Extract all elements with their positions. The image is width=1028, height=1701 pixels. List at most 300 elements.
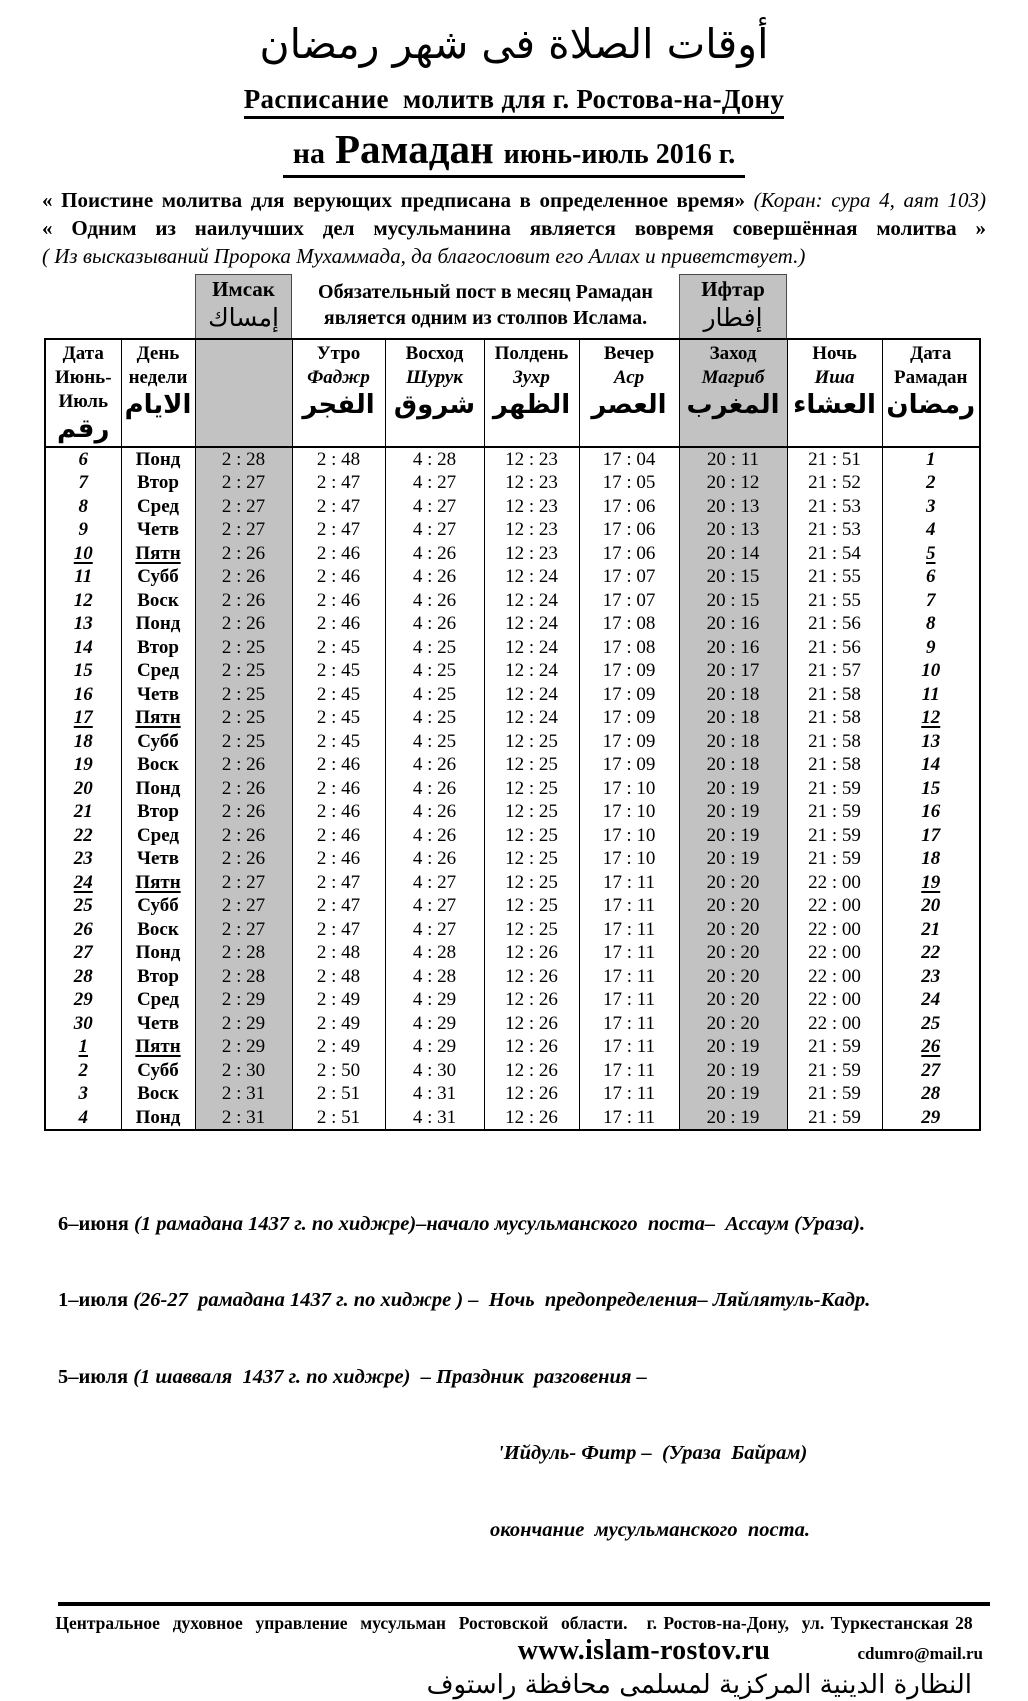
cell-zuhr: 12 : 25 xyxy=(484,730,579,754)
cell-fajr: 2 : 50 xyxy=(292,1059,385,1083)
cell-fajr: 2 : 45 xyxy=(292,659,385,683)
cell-zuhr: 12 : 23 xyxy=(484,542,579,566)
cell-isha: 21 : 52 xyxy=(787,471,882,495)
table-row xyxy=(45,1012,980,1036)
imsak-label: Имсак xyxy=(212,277,275,301)
column-header-label: День xyxy=(136,343,180,364)
table-row xyxy=(45,777,980,801)
cell-asr: 17 : 09 xyxy=(579,706,679,730)
cell-maghrib: 20 : 16 xyxy=(679,636,787,660)
cell-asr: 17 : 11 xyxy=(579,1059,679,1083)
cell-date: 14 xyxy=(45,636,121,660)
quote-hadith-attribution: ( Из высказываний Пророка Мухаммада, да благословит его Аллах и приветствует.) xyxy=(42,244,806,268)
cell-shuruk: 4 : 26 xyxy=(385,612,484,636)
cell-fajr: 2 : 46 xyxy=(292,565,385,589)
cell-asr: 17 : 11 xyxy=(579,1012,679,1036)
cell-fajr: 2 : 45 xyxy=(292,636,385,660)
cell-zuhr: 12 : 26 xyxy=(484,941,579,965)
table-row xyxy=(45,518,980,542)
column-header-arabic: رمضان xyxy=(886,390,976,420)
cell-imsak: 2 : 25 xyxy=(195,706,292,730)
cell-asr: 17 : 08 xyxy=(579,636,679,660)
table-row xyxy=(45,753,980,777)
cell-maghrib: 20 : 20 xyxy=(679,894,787,918)
cell-maghrib: 20 : 19 xyxy=(679,1035,787,1059)
cell-zuhr: 12 : 25 xyxy=(484,871,579,895)
cell-date: 28 xyxy=(45,965,121,989)
cell-shuruk: 4 : 25 xyxy=(385,636,484,660)
cell-weekday: Пятн xyxy=(121,871,195,895)
cell-ramadan-date: 26 xyxy=(882,1035,980,1059)
title-schedule xyxy=(0,84,1028,119)
cell-imsak: 2 : 29 xyxy=(195,988,292,1012)
cell-weekday: Субб xyxy=(121,1059,195,1083)
column-header-fajr xyxy=(292,339,385,447)
cell-imsak: 2 : 26 xyxy=(195,753,292,777)
cell-zuhr: 12 : 26 xyxy=(484,1082,579,1106)
table-row xyxy=(45,565,980,589)
cell-fajr: 2 : 46 xyxy=(292,589,385,613)
cell-zuhr: 12 : 24 xyxy=(484,683,579,707)
column-header-label: Дата xyxy=(910,343,952,364)
cell-ramadan-date: 15 xyxy=(882,777,980,801)
cell-shuruk: 4 : 25 xyxy=(385,706,484,730)
cell-weekday: Четв xyxy=(121,1012,195,1036)
table-row xyxy=(45,941,980,965)
cell-fajr: 2 : 47 xyxy=(292,894,385,918)
cell-asr: 17 : 06 xyxy=(579,518,679,542)
footer-arabic-line: النظارة الدينية المركزية لمسلمى محافظة راستوف xyxy=(426,1670,972,1700)
cell-weekday: Пятн xyxy=(121,1035,195,1059)
cell-fajr: 2 : 46 xyxy=(292,777,385,801)
note-date: 1–июля xyxy=(58,1289,129,1311)
quote-quran xyxy=(42,186,986,214)
cell-shuruk: 4 : 25 xyxy=(385,730,484,754)
column-header-label: Утро xyxy=(316,343,361,364)
cell-fajr: 2 : 47 xyxy=(292,871,385,895)
cell-imsak: 2 : 30 xyxy=(195,1059,292,1083)
cell-shuruk: 4 : 25 xyxy=(385,659,484,683)
table-row xyxy=(45,988,980,1012)
table-row xyxy=(45,471,980,495)
cell-imsak: 2 : 26 xyxy=(195,800,292,824)
note-start-of-fast xyxy=(58,1212,1028,1238)
cell-fajr: 2 : 51 xyxy=(292,1106,385,1130)
cell-imsak: 2 : 25 xyxy=(195,683,292,707)
title-ramadan-prefix: на xyxy=(292,137,326,170)
table-row xyxy=(45,542,980,566)
cell-shuruk: 4 : 29 xyxy=(385,1035,484,1059)
cell-asr: 17 : 10 xyxy=(579,800,679,824)
quote-quran-text: « Поистине молитва для верующих предписана в определенное время» xyxy=(42,188,745,212)
cell-shuruk: 4 : 27 xyxy=(385,871,484,895)
cell-maghrib: 20 : 18 xyxy=(679,753,787,777)
cell-isha: 21 : 55 xyxy=(787,589,882,613)
cell-weekday: Сред xyxy=(121,659,195,683)
cell-date: 3 xyxy=(45,1082,121,1106)
column-header-shuruk xyxy=(385,339,484,447)
column-header-label: недели xyxy=(128,367,188,388)
cell-imsak: 2 : 29 xyxy=(195,1012,292,1036)
cell-maghrib: 20 : 13 xyxy=(679,495,787,519)
cell-isha: 21 : 56 xyxy=(787,636,882,660)
cell-maghrib: 20 : 12 xyxy=(679,471,787,495)
cell-ramadan-date: 10 xyxy=(882,659,980,683)
table-row xyxy=(45,447,980,471)
table-row xyxy=(45,800,980,824)
cell-zuhr: 12 : 25 xyxy=(484,894,579,918)
cell-imsak: 2 : 26 xyxy=(195,777,292,801)
title-ramadan xyxy=(0,125,1028,178)
cell-isha: 21 : 55 xyxy=(787,565,882,589)
cell-isha: 21 : 59 xyxy=(787,1082,882,1106)
cell-date: 7 xyxy=(45,471,121,495)
cell-asr: 17 : 09 xyxy=(579,753,679,777)
cell-isha: 21 : 59 xyxy=(787,847,882,871)
cell-maghrib: 20 : 17 xyxy=(679,659,787,683)
cell-fajr: 2 : 45 xyxy=(292,730,385,754)
cell-maghrib: 20 : 19 xyxy=(679,847,787,871)
cell-asr: 17 : 09 xyxy=(579,659,679,683)
cell-asr: 17 : 09 xyxy=(579,683,679,707)
cell-fajr: 2 : 48 xyxy=(292,965,385,989)
cell-date: 12 xyxy=(45,589,121,613)
cell-ramadan-date: 13 xyxy=(882,730,980,754)
cell-ramadan-date: 8 xyxy=(882,612,980,636)
cell-weekday: Сред xyxy=(121,495,195,519)
cell-ramadan-date: 5 xyxy=(882,542,980,566)
cell-asr: 17 : 06 xyxy=(579,542,679,566)
cell-asr: 17 : 11 xyxy=(579,988,679,1012)
column-header-label: Зухр xyxy=(513,367,550,388)
column-header-arabic: الفجر xyxy=(302,390,375,420)
column-header-label: Вечер xyxy=(603,343,655,364)
column-header-label: Июнь- xyxy=(54,367,112,388)
table-row xyxy=(45,612,980,636)
cell-date: 20 xyxy=(45,777,121,801)
column-header-label: Магриб xyxy=(701,367,765,388)
cell-weekday: Сред xyxy=(121,824,195,848)
cell-fajr: 2 : 46 xyxy=(292,800,385,824)
cell-maghrib: 20 : 19 xyxy=(679,777,787,801)
cell-isha: 21 : 59 xyxy=(787,1035,882,1059)
website-line xyxy=(0,1635,1028,1671)
cell-ramadan-date: 2 xyxy=(882,471,980,495)
cell-date: 18 xyxy=(45,730,121,754)
table-row xyxy=(45,636,980,660)
cell-isha: 22 : 00 xyxy=(787,918,882,942)
cell-maghrib: 20 : 20 xyxy=(679,988,787,1012)
cell-zuhr: 12 : 26 xyxy=(484,1035,579,1059)
cell-isha: 21 : 58 xyxy=(787,706,882,730)
cell-maghrib: 20 : 19 xyxy=(679,824,787,848)
notes-section xyxy=(58,1161,1028,1595)
table-head xyxy=(45,339,980,447)
cell-imsak: 2 : 27 xyxy=(195,518,292,542)
cell-weekday: Втор xyxy=(121,636,195,660)
cell-ramadan-date: 17 xyxy=(882,824,980,848)
title-schedule-text: Расписание молитв для г. Ростова-на-Дону xyxy=(244,84,784,119)
cell-shuruk: 4 : 27 xyxy=(385,471,484,495)
cell-ramadan-date: 18 xyxy=(882,847,980,871)
cell-date: 2 xyxy=(45,1059,121,1083)
preheader-spacer xyxy=(44,274,195,338)
column-header-isha xyxy=(787,339,882,447)
table-row xyxy=(45,1035,980,1059)
cell-isha: 22 : 00 xyxy=(787,871,882,895)
cell-ramadan-date: 22 xyxy=(882,941,980,965)
cell-imsak: 2 : 27 xyxy=(195,918,292,942)
note-date: 6–июня xyxy=(58,1212,129,1235)
title-ramadan-wrap xyxy=(283,125,746,178)
column-header-label: Фаджр xyxy=(307,367,370,388)
cell-isha: 21 : 51 xyxy=(787,447,882,471)
title-ramadan-suffix: июнь-июль 2016 г. xyxy=(503,139,736,170)
cell-shuruk: 4 : 26 xyxy=(385,777,484,801)
cell-zuhr: 12 : 26 xyxy=(484,1012,579,1036)
column-header-arabic: المغرب xyxy=(686,390,780,420)
cell-date: 24 xyxy=(45,871,121,895)
cell-imsak: 2 : 31 xyxy=(195,1106,292,1130)
cell-maghrib: 20 : 20 xyxy=(679,918,787,942)
table-body xyxy=(45,447,980,1130)
table-header-row xyxy=(45,339,980,447)
cell-fajr: 2 : 49 xyxy=(292,1012,385,1036)
cell-date: 1 xyxy=(45,1035,121,1059)
cell-asr: 17 : 06 xyxy=(579,495,679,519)
cell-isha: 21 : 57 xyxy=(787,659,882,683)
column-header-label: Аср xyxy=(613,367,645,388)
cell-ramadan-date: 20 xyxy=(882,894,980,918)
footer xyxy=(0,1613,1028,1701)
cell-imsak: 2 : 29 xyxy=(195,1035,292,1059)
cell-fajr: 2 : 47 xyxy=(292,471,385,495)
cell-maghrib: 20 : 18 xyxy=(679,683,787,707)
cell-shuruk: 4 : 27 xyxy=(385,894,484,918)
cell-date: 27 xyxy=(45,941,121,965)
cell-weekday: Субб xyxy=(121,894,195,918)
cell-imsak: 2 : 27 xyxy=(195,471,292,495)
note-eid xyxy=(58,1365,1028,1391)
cell-maghrib: 20 : 19 xyxy=(679,1082,787,1106)
cell-date: 22 xyxy=(45,824,121,848)
cell-zuhr: 12 : 24 xyxy=(484,589,579,613)
cell-ramadan-date: 19 xyxy=(882,871,980,895)
cell-weekday: Воск xyxy=(121,1082,195,1106)
imsak-label-arabic: إمساك xyxy=(208,303,279,332)
cell-zuhr: 12 : 26 xyxy=(484,1059,579,1083)
cell-weekday: Сред xyxy=(121,988,195,1012)
cell-isha: 21 : 58 xyxy=(787,753,882,777)
cell-imsak: 2 : 28 xyxy=(195,941,292,965)
cell-shuruk: 4 : 26 xyxy=(385,800,484,824)
quote-hadith: « Одним из наилучших дел мусульманина является вовремя совершённая молитва » xyxy=(42,216,986,240)
quote-quran-source: (Коран: сура 4, аят 103) xyxy=(753,188,986,212)
column-header-label: Дата xyxy=(62,343,104,364)
cell-date: 30 xyxy=(45,1012,121,1036)
cell-zuhr: 12 : 25 xyxy=(484,824,579,848)
cell-shuruk: 4 : 26 xyxy=(385,847,484,871)
column-header-label: Шурук xyxy=(406,367,463,388)
fasting-pillar-note: Обязательный пост в месяц Рамадан является одним из столпов Ислама. xyxy=(318,281,653,329)
cell-maghrib: 20 : 20 xyxy=(679,1012,787,1036)
cell-weekday: Четв xyxy=(121,683,195,707)
cell-date: 11 xyxy=(45,565,121,589)
cell-fajr: 2 : 47 xyxy=(292,495,385,519)
cell-zuhr: 12 : 25 xyxy=(484,777,579,801)
cell-isha: 21 : 59 xyxy=(787,777,882,801)
cell-imsak: 2 : 26 xyxy=(195,612,292,636)
cell-asr: 17 : 10 xyxy=(579,847,679,871)
cell-imsak: 2 : 28 xyxy=(195,447,292,471)
cell-date: 17 xyxy=(45,706,121,730)
cell-imsak: 2 : 26 xyxy=(195,847,292,871)
table-row xyxy=(45,589,980,613)
cell-maghrib: 20 : 20 xyxy=(679,965,787,989)
cell-weekday: Четв xyxy=(121,518,195,542)
cell-shuruk: 4 : 26 xyxy=(385,542,484,566)
cell-weekday: Пятн xyxy=(121,706,195,730)
cell-ramadan-date: 4 xyxy=(882,518,980,542)
cell-imsak: 2 : 27 xyxy=(195,495,292,519)
cell-maghrib: 20 : 11 xyxy=(679,447,787,471)
cell-isha: 21 : 58 xyxy=(787,683,882,707)
cell-ramadan-date: 16 xyxy=(882,800,980,824)
column-header-label: Рамадан xyxy=(894,367,968,388)
cell-shuruk: 4 : 28 xyxy=(385,447,484,471)
column-header-arabic: الظهر xyxy=(492,390,571,420)
cell-ramadan-date: 25 xyxy=(882,1012,980,1036)
table-row xyxy=(45,1059,980,1083)
column-header-arabic: شروق xyxy=(393,390,476,420)
imsak-header-box xyxy=(195,274,292,338)
column-header-arabic: العصر xyxy=(591,390,667,420)
cell-fajr: 2 : 51 xyxy=(292,1082,385,1106)
note-end-of-fast: окончание мусульманского поста. xyxy=(490,1518,810,1541)
cell-weekday: Субб xyxy=(121,730,195,754)
cell-asr: 17 : 05 xyxy=(579,471,679,495)
cell-asr: 17 : 07 xyxy=(579,565,679,589)
cell-imsak: 2 : 31 xyxy=(195,1082,292,1106)
cell-ramadan-date: 12 xyxy=(882,706,980,730)
iftar-label-arabic: إفطار xyxy=(703,303,763,332)
cell-imsak: 2 : 26 xyxy=(195,542,292,566)
cell-weekday: Понд xyxy=(121,777,195,801)
cell-asr: 17 : 10 xyxy=(579,824,679,848)
cell-isha: 22 : 00 xyxy=(787,965,882,989)
cell-isha: 21 : 59 xyxy=(787,1059,882,1083)
cell-maghrib: 20 : 18 xyxy=(679,730,787,754)
cell-ramadan-date: 27 xyxy=(882,1059,980,1083)
cell-shuruk: 4 : 27 xyxy=(385,518,484,542)
cell-isha: 22 : 00 xyxy=(787,1012,882,1036)
cell-asr: 17 : 11 xyxy=(579,1082,679,1106)
cell-maghrib: 20 : 15 xyxy=(679,589,787,613)
organization-line: Центральное духовное управление мусульман Ростовской области. г. Ростов-на-Дону, ул. Туркестанская 28 xyxy=(55,1613,973,1633)
cell-shuruk: 4 : 29 xyxy=(385,988,484,1012)
cell-date: 10 xyxy=(45,542,121,566)
cell-asr: 17 : 11 xyxy=(579,871,679,895)
cell-ramadan-date: 23 xyxy=(882,965,980,989)
cell-maghrib: 20 : 20 xyxy=(679,941,787,965)
cell-fajr: 2 : 48 xyxy=(292,941,385,965)
cell-weekday: Воск xyxy=(121,918,195,942)
cell-date: 8 xyxy=(45,495,121,519)
column-header-arabic: رقم xyxy=(57,414,110,444)
table-row xyxy=(45,918,980,942)
column-header-zuhr xyxy=(484,339,579,447)
table-row xyxy=(45,1082,980,1106)
cell-zuhr: 12 : 26 xyxy=(484,1106,579,1130)
cell-weekday: Втор xyxy=(121,965,195,989)
cell-imsak: 2 : 28 xyxy=(195,965,292,989)
cell-zuhr: 12 : 26 xyxy=(484,988,579,1012)
cell-isha: 21 : 54 xyxy=(787,542,882,566)
column-header-label: Иша xyxy=(814,367,855,388)
table-row xyxy=(45,894,980,918)
cell-asr: 17 : 08 xyxy=(579,612,679,636)
cell-date: 26 xyxy=(45,918,121,942)
cell-weekday: Втор xyxy=(121,471,195,495)
column-header-asr xyxy=(579,339,679,447)
cell-fajr: 2 : 49 xyxy=(292,1035,385,1059)
email-address: cdumro@mail.ru xyxy=(857,1644,983,1663)
cell-weekday: Воск xyxy=(121,589,195,613)
table-row xyxy=(45,871,980,895)
cell-maghrib: 20 : 13 xyxy=(679,518,787,542)
note-text: (26-27 рамадана 1437 г. по хиджре ) – Ночь предопределения– Ляйлятуль-Кадр. xyxy=(128,1289,871,1311)
cell-fajr: 2 : 47 xyxy=(292,518,385,542)
cell-date: 23 xyxy=(45,847,121,871)
cell-imsak: 2 : 27 xyxy=(195,894,292,918)
arabic-main-title: أوقات الصلاة فى شهر رمضان xyxy=(259,20,769,68)
table-row xyxy=(45,965,980,989)
cell-isha: 21 : 56 xyxy=(787,612,882,636)
column-header-arabic: العشاء xyxy=(793,390,876,420)
cell-imsak: 2 : 25 xyxy=(195,636,292,660)
cell-fajr: 2 : 48 xyxy=(292,447,385,471)
cell-zuhr: 12 : 23 xyxy=(484,471,579,495)
cell-maghrib: 20 : 20 xyxy=(679,871,787,895)
cell-asr: 17 : 11 xyxy=(579,918,679,942)
cell-weekday: Понд xyxy=(121,1106,195,1130)
cell-date: 4 xyxy=(45,1106,121,1130)
iftar-header-box xyxy=(679,274,787,338)
cell-asr: 17 : 11 xyxy=(579,894,679,918)
cell-zuhr: 12 : 24 xyxy=(484,706,579,730)
cell-maghrib: 20 : 19 xyxy=(679,1059,787,1083)
title-ramadan-main: Рамадан xyxy=(335,126,494,172)
column-header-label: Июль xyxy=(58,391,109,412)
column-header-label: Полдень xyxy=(494,343,569,364)
note-eid-continuation: 'Ийдуль- Фитр – (Ураза Байрам) xyxy=(498,1442,808,1464)
column-header-ramadan-date xyxy=(882,339,980,447)
cell-date: 15 xyxy=(45,659,121,683)
cell-zuhr: 12 : 24 xyxy=(484,636,579,660)
cell-shuruk: 4 : 26 xyxy=(385,565,484,589)
cell-zuhr: 12 : 25 xyxy=(484,753,579,777)
note-text: (1 шавваля 1437 г. по хиджре) – Праздник разговения – xyxy=(128,1365,647,1388)
cell-asr: 17 : 11 xyxy=(579,1035,679,1059)
cell-asr: 17 : 11 xyxy=(579,1106,679,1130)
cell-zuhr: 12 : 24 xyxy=(484,659,579,683)
cell-imsak: 2 : 25 xyxy=(195,659,292,683)
cell-zuhr: 12 : 25 xyxy=(484,800,579,824)
cell-shuruk: 4 : 28 xyxy=(385,965,484,989)
cell-fajr: 2 : 46 xyxy=(292,542,385,566)
cell-isha: 21 : 53 xyxy=(787,495,882,519)
cell-imsak: 2 : 25 xyxy=(195,730,292,754)
